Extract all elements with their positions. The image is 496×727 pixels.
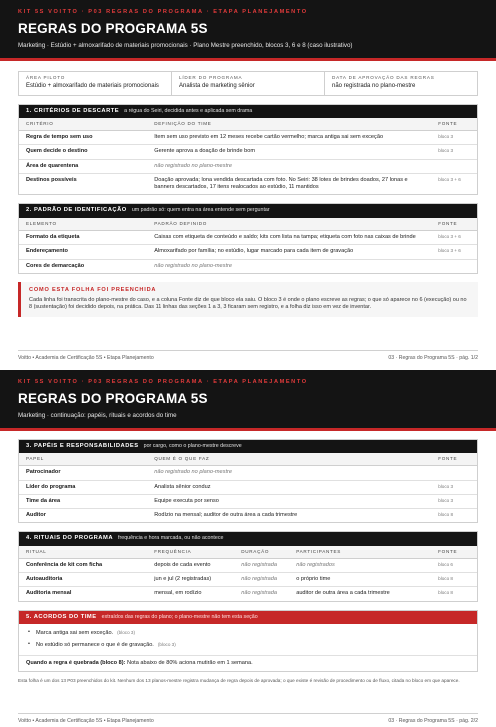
row-value: Caixas com etiqueta de conteúdo e saldo; kits com lista na tampa; etiqueta com foto nas caixas de brinde bbox=[147, 230, 431, 244]
row-key: Cores de demarcação bbox=[26, 262, 85, 269]
header-banner bbox=[0, 370, 496, 428]
row-frequency: depois de cada evento bbox=[147, 558, 234, 572]
row-source: bloco 3 bbox=[431, 145, 477, 159]
column-header: CRITÉRIO bbox=[19, 118, 147, 130]
section-description: extraídos das regras do plano; o plano-mestre não tem esta seção bbox=[101, 613, 258, 620]
column-header: PAPEL bbox=[19, 453, 147, 465]
agreement-source: (bloco 3) bbox=[117, 630, 135, 636]
kicker: KIT 5S VOITTO · P03 REGRAS DO PROGRAMA · ETAPA PLANEJAMENTO bbox=[18, 9, 308, 15]
row-frequency: jun e jul (2 registradas) bbox=[147, 573, 234, 587]
roles-table bbox=[19, 453, 477, 522]
footer-right: 03 · Regras do Programa 5S · pág. 2/2 bbox=[388, 718, 478, 724]
agreement-text: Marca antiga sai sem exceção. bbox=[36, 630, 114, 637]
page-title: REGRAS DO PROGRAMA 5S bbox=[18, 391, 208, 407]
section-title: 1. CRITÉRIOS DE DESCARTE bbox=[26, 107, 120, 114]
table-row bbox=[19, 509, 477, 523]
row-value: Rodízio na mensal; auditor de outra área a cada trimestre bbox=[154, 512, 298, 519]
list-item bbox=[26, 640, 470, 651]
row-value: Almoxarifado por família; no estúdio, lugar marcado para cada item de gravação bbox=[147, 245, 431, 259]
meta-value: Estúdio + almoxarifado de materiais promocionais bbox=[26, 82, 159, 89]
footer-left: Voitto • Academia de Certificação 5S • Etapa Planejamento bbox=[18, 718, 154, 724]
agreement-source: (bloco 3) bbox=[157, 641, 176, 647]
column-header: FONTE bbox=[431, 218, 477, 230]
section-roles bbox=[18, 439, 478, 524]
row-duration: não registrada bbox=[234, 573, 289, 587]
section-team-agreements bbox=[18, 610, 478, 672]
section-header bbox=[19, 204, 477, 218]
row-value: Analista sênior conduz bbox=[147, 480, 431, 494]
section-header bbox=[19, 611, 477, 625]
section-title: 5. ACORDOS DO TIME bbox=[26, 613, 97, 620]
rituals-table bbox=[19, 546, 477, 601]
table-row bbox=[19, 173, 477, 194]
row-key: Regra de tempo sem uso bbox=[19, 131, 147, 145]
column-header: RITUAL bbox=[19, 546, 147, 558]
footer-left: Voitto • Academia de Certificação 5S • Etapa Planejamento bbox=[18, 355, 154, 361]
row-source: bloco 3 bbox=[431, 131, 477, 145]
broken-rule-text: Nota abaixo de 80% aciona mutirão em 1 semana. bbox=[127, 659, 253, 666]
table-row bbox=[19, 587, 477, 601]
agreements-list bbox=[19, 624, 477, 655]
table-row bbox=[19, 230, 477, 244]
fill-note bbox=[18, 282, 478, 318]
column-header: FONTE bbox=[431, 118, 477, 130]
list-item bbox=[26, 628, 470, 639]
page-subtitle: Marketing · continuação: papéis, rituais e acordos do time bbox=[18, 411, 177, 419]
row-key: Área de quarentena bbox=[19, 159, 147, 173]
column-header: DURAÇÃO bbox=[234, 546, 289, 558]
identification-table bbox=[19, 218, 477, 273]
row-source: bloco 3 + 6 bbox=[438, 176, 461, 182]
table-row bbox=[19, 466, 477, 480]
column-header: PADRÃO DEFINIDO bbox=[147, 218, 431, 230]
section-title: 4. RITUAIS DO PROGRAMA bbox=[26, 535, 114, 542]
section-rituals bbox=[18, 531, 478, 601]
discard-criteria-table bbox=[19, 118, 477, 194]
table-row bbox=[19, 558, 477, 572]
row-source: bloco 8 bbox=[431, 573, 477, 587]
row-key: Formato da etiqueta bbox=[19, 230, 147, 244]
row-key: Time da área bbox=[19, 494, 147, 508]
page-footer bbox=[18, 713, 478, 725]
section-identification bbox=[18, 203, 478, 273]
meta-bar bbox=[18, 71, 478, 96]
row-duration: não registrada bbox=[234, 558, 289, 572]
row-key: Líder do programa bbox=[19, 480, 147, 494]
table-row bbox=[19, 245, 477, 259]
meta-label: DATA DE APROVAÇÃO DAS REGRAS bbox=[332, 74, 435, 80]
row-participants: o próprio time bbox=[289, 573, 431, 587]
row-key: Conferência de kit com ficha bbox=[19, 558, 147, 572]
section-description: frequência e hora marcada, ou não acontece bbox=[118, 535, 224, 542]
row-source: bloco 8 bbox=[438, 590, 453, 596]
column-header: FONTE bbox=[431, 453, 477, 465]
accent-bar bbox=[0, 58, 496, 61]
row-key: Auditoria mensal bbox=[26, 590, 72, 597]
accent-bar bbox=[0, 428, 496, 431]
table-row bbox=[19, 159, 477, 173]
meta-cell-area bbox=[19, 72, 172, 95]
section-header bbox=[19, 440, 477, 454]
row-key: Auditor bbox=[26, 512, 46, 519]
row-key: Endereçamento bbox=[19, 245, 147, 259]
broken-rule-label: Quando a regra é quebrada (bloco 8): bbox=[26, 659, 126, 666]
row-frequency: mensal, em rodízio bbox=[154, 590, 202, 597]
section-discard-criteria bbox=[18, 104, 478, 196]
row-value: não registrado no plano-mestre bbox=[147, 159, 431, 173]
row-key: Autoauditoria bbox=[19, 573, 147, 587]
row-source: bloco 8 bbox=[438, 512, 454, 518]
meta-value: não registrada no plano-mestre bbox=[332, 82, 416, 89]
row-key: Quem decide o destino bbox=[19, 145, 147, 159]
row-source bbox=[431, 259, 477, 273]
section-title: 2. PADRÃO DE IDENTIFICAÇÃO bbox=[26, 207, 127, 214]
row-value: não registrado no plano-mestre bbox=[154, 262, 232, 269]
agreement-text: No estúdio só permanece o que é de gravação. bbox=[36, 641, 154, 648]
column-header: ELEMENTO bbox=[19, 218, 147, 230]
row-key: Patrocinador bbox=[19, 466, 147, 480]
row-key: Destinos possíveis bbox=[26, 176, 77, 183]
column-header: DEFINIÇÃO DO TIME bbox=[147, 118, 431, 130]
section-header bbox=[19, 105, 477, 119]
table-row bbox=[19, 480, 477, 494]
row-source bbox=[431, 159, 477, 173]
page-2 bbox=[0, 370, 496, 727]
meta-cell-leader bbox=[172, 72, 325, 95]
column-header: FREQUÊNCIA bbox=[147, 546, 234, 558]
page-title: REGRAS DO PROGRAMA 5S bbox=[18, 21, 208, 37]
row-source: bloco 6 bbox=[431, 558, 477, 572]
section-description: a régua do Seiri, decidida antes e aplicada sem drama bbox=[124, 107, 253, 114]
note-title: COMO ESTA FOLHA FOI PREENCHIDA bbox=[29, 286, 157, 293]
table-row bbox=[19, 131, 477, 145]
meta-label: LÍDER DO PROGRAMA bbox=[179, 74, 243, 80]
table-row bbox=[19, 259, 477, 273]
row-source: bloco 3 + 6 bbox=[431, 230, 477, 244]
meta-label: ÁREA PILOTO bbox=[26, 74, 66, 80]
section-title: 3. PAPÉIS E RESPONSABILIDADES bbox=[26, 442, 139, 449]
table-row bbox=[19, 494, 477, 508]
row-duration: não registrada bbox=[241, 590, 278, 597]
fine-print: Esta folha é um dos 13 P03 preenchidos do kit. Nenhum dos 13 planos-mestre registra mudança de regra depois de aprovada; o que existe é revisão de procedimento ou de fluxo, citada no bloco em que aparece. bbox=[18, 678, 460, 684]
row-source bbox=[431, 466, 477, 480]
row-value: não registrado no plano-mestre bbox=[147, 466, 431, 480]
row-value: Doação aprovada; lona vendida descartada com foto. No Seiri: 38 lotes de brindes doados, 27 lonas e banners descartados, 17 itens realocados ao estúdio, 11 mantidos bbox=[154, 176, 408, 191]
row-source: bloco 3 bbox=[431, 480, 477, 494]
kicker: KIT 5S VOITTO · P03 REGRAS DO PROGRAMA · ETAPA PLANEJAMENTO bbox=[18, 379, 308, 385]
row-source: bloco 3 bbox=[431, 494, 477, 508]
footer-right: 03 · Regras do Programa 5S · pág. 1/2 bbox=[388, 355, 478, 361]
row-participants: não registrados bbox=[289, 558, 431, 572]
row-value: Gerente aprova a doação de brinde bom bbox=[147, 145, 431, 159]
page-footer bbox=[18, 350, 478, 362]
broken-rule bbox=[19, 655, 477, 671]
meta-value: Analista de marketing sênior bbox=[179, 82, 255, 89]
meta-cell-date bbox=[325, 72, 477, 95]
row-value: Equipe executa por senso bbox=[147, 494, 431, 508]
row-participants: auditor de outra área a cada trimestre bbox=[296, 590, 390, 597]
section-header bbox=[19, 532, 477, 546]
page-subtitle: Marketing · Estúdio + almoxarifado de materiais promocionais · Plano Mestre preenchido, blocos 3, 6 e 8 (caso ilustrativo) bbox=[18, 41, 353, 49]
row-source: bloco 3 + 6 bbox=[431, 245, 477, 259]
row-value: Item sem uso previsto em 12 meses recebe cartão vermelho; marca antiga sai sem exceção bbox=[147, 131, 431, 145]
section-description: um padrão só: quem entra na área entende sem perguntar bbox=[131, 207, 270, 214]
table-row bbox=[19, 573, 477, 587]
column-header: QUEM É O QUE FAZ bbox=[147, 453, 431, 465]
table-row bbox=[19, 145, 477, 159]
note-body: Cada linha foi transcrita do plano-mestre do caso, e a coluna Fonte diz de que bloco ela saiu. O bloco 3 é onde o plano escreve as regras; o que só aparece no 6 (execução) ou no 8 (sustentação) foi decidido depois, na prática. Das 11 linhas das seções 1 a 3, 3 ficaram sem registro, e a folha diz isso em vez de inventar. bbox=[29, 297, 467, 311]
section-description: por cargo, como o plano-mestre descreve bbox=[143, 442, 242, 449]
column-header: FONTE bbox=[431, 546, 477, 558]
column-header: PARTICIPANTES bbox=[289, 546, 431, 558]
header-banner bbox=[0, 0, 496, 58]
